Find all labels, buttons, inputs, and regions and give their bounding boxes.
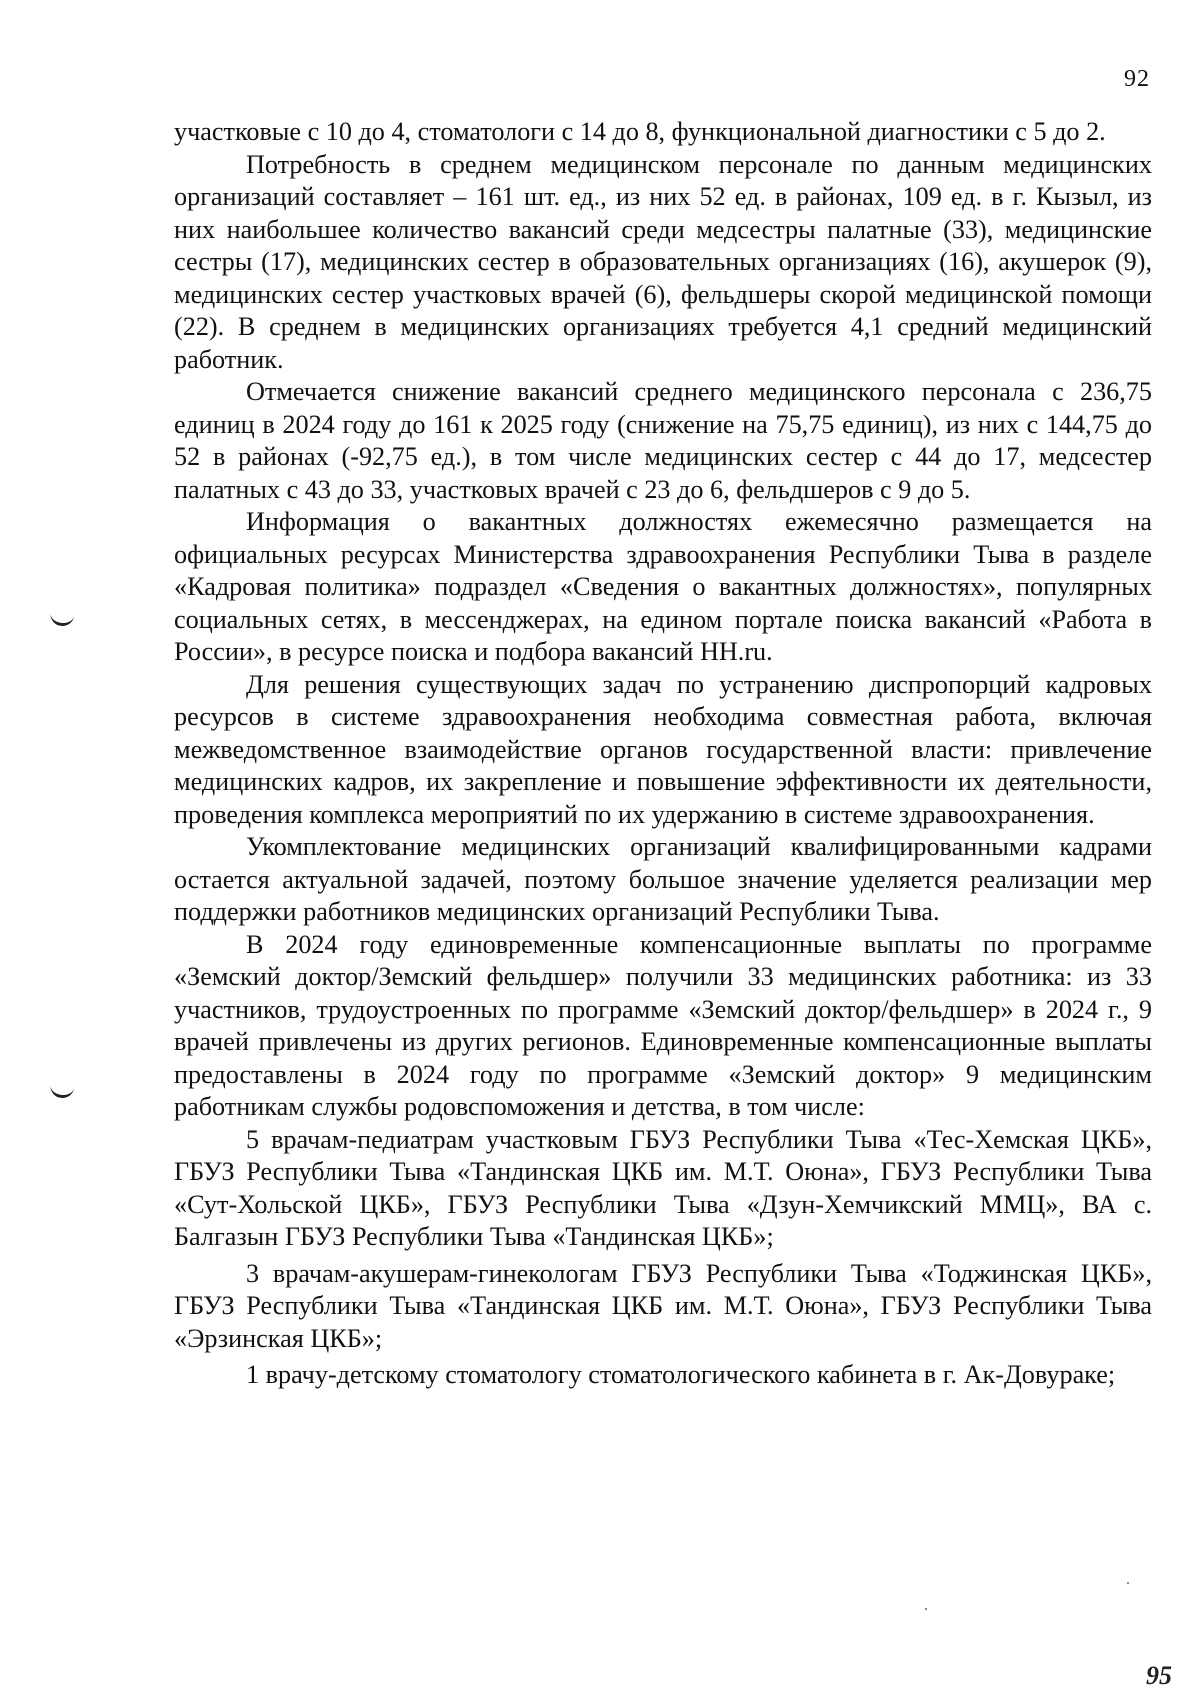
paragraph-vacancy-decrease: Отмечается снижение вакансий среднего медицинского персонала с 236,75 единиц в 2024 году до 161 к 2025 году (снижение на 75,75 единиц), из них с 144,75 до 52 в районах (-92,75 ед.), в том числе медицинских сестер с 44 до 17, медсестер палатных с 43 до 33, участковых врачей с 23 до 6, фельдшеров с 9 до 5. <box>174 377 1152 504</box>
document-body <box>174 116 1152 1392</box>
binder-hole-mark <box>49 1081 75 1099</box>
paragraph-staffing-support: Укомплектование медицинских организаций квалифицированными кадрами остается актуальной задачей, поэтому большое значение уделяется реализации мер поддержки работников медицинских организаций Республики Тыва. <box>174 832 1152 926</box>
handwritten-page-number: 95 <box>1146 1661 1172 1690</box>
page-number: 92 <box>1124 66 1150 92</box>
paragraph-nurse-demand: Потребность в среднем медицинском персонале по данным медицинских организаций составляет – 161 шт. ед., из них 52 ед. в районах, 109 ед. в г. Кызыл, из них наибольшее количество вакансий среди медсестры палатные (33), медицинские сестры (17), медицинских сестер в образовательных организациях (16), акушерок (9), медицинских сестер участковых врачей (6), фельдшеры скорой медицинской помощи (22). В среднем в медицинских организациях требуется 4,1 средний медицинский работник. <box>174 149 1152 374</box>
scan-speck <box>925 1608 927 1610</box>
paragraph-continuation: участковые с 10 до 4, стоматологи с 14 до 8, функциональной диагностики с 5 до 2. <box>174 117 1106 146</box>
binder-hole-mark <box>49 609 75 627</box>
list-item-dentist: 1 врачу-детскому стоматологу стоматологического кабинета в г. Ак-Довураке; <box>246 1360 1116 1389</box>
paragraph-vacancy-info: Информация о вакантных должностях ежемесячно размещается на официальных ресурсах Министерства здравоохранения Республики Тыва в разделе «Кадровая политика» подраздел «Сведения о вакантных должностях», популярных социальных сетях, в мессенджерах, на едином портале поиска вакансий «Работа в России», в ресурсе поиска и подбора вакансий HH.ru. <box>174 507 1152 666</box>
scan-speck <box>1127 1582 1129 1584</box>
list-item-gynecologists: 3 врачам-акушерам-гинекологам ГБУЗ Республики Тыва «Тоджинская ЦКБ», ГБУЗ Республики Тыва «Тандинская ЦКБ им. М.Т. Оюна», ГБУЗ Республики Тыва «Эрзинская ЦКБ»; <box>174 1258 1152 1353</box>
paragraph-staffing-tasks: Для решения существующих задач по устранению диспропорций кадровых ресурсов в системе здравоохранения необходима совместная работа, включая межведомственное взаимодействие органов государственной власти: привлечение медицинских кадров, их закрепление и повышение эффективности их деятельности, проведения комплекса мероприятий по их удержанию в системе здравоохранения. <box>174 669 1152 829</box>
list-item-pediatricians: 5 врачам-педиатрам участковым ГБУЗ Республики Тыва «Тес-Хемская ЦКБ», ГБУЗ Республики Тыва «Тандинская ЦКБ им. М.Т. Оюна», ГБУЗ Республики Тыва «Сут-Хольской ЦКБ», ГБУЗ Республики Тыва «Дзун-Хемчикский ММЦ», ВА с. Балгазын ГБУЗ Республики Тыва «Тандинская ЦКБ»; <box>174 1124 1152 1251</box>
paragraph-zemsky-doctor: В 2024 году единовременные компенсационные выплаты по программе «Земский доктор/Земский фельдшер» получили 33 медицинских работника: из 33 участников, трудоустроенных по программе «Земский доктор/фельдшер» в 2024 г., 9 врачей привлечены из других регионов. Единовременные компенсационные выплаты предоставлены в 2024 году по программе «Земский доктор» 9 медицинским работникам службы родовспоможения и детства, в том числе: <box>174 929 1152 1121</box>
